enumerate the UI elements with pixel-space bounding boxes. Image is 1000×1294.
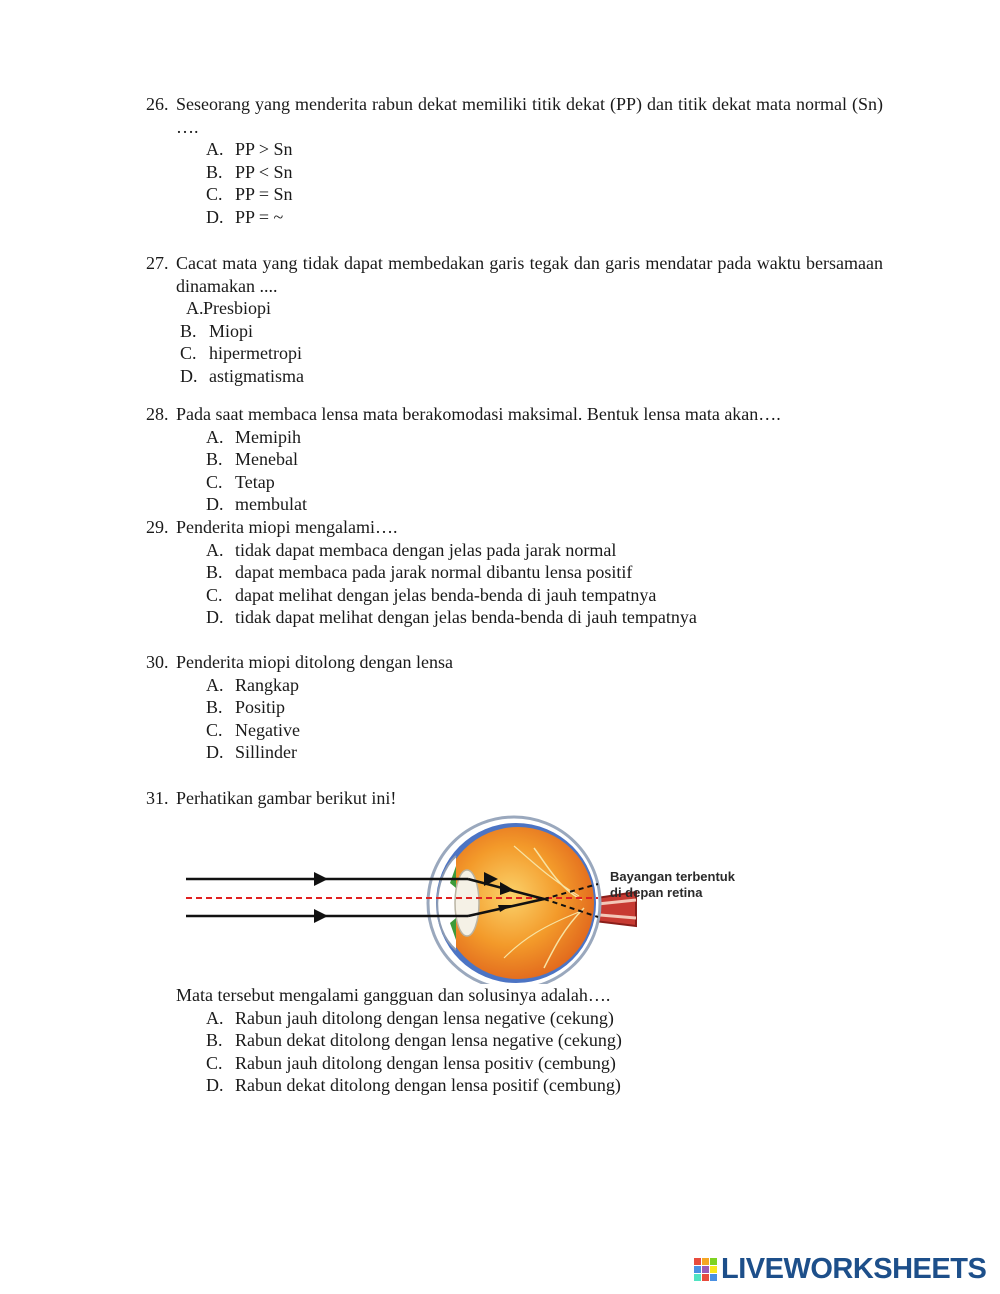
- question-28: [146, 403, 883, 516]
- option-letter: A.: [206, 426, 224, 447]
- option-b[interactable]: [180, 320, 883, 343]
- option-letter: D.: [206, 742, 224, 762]
- question-30: [146, 651, 883, 764]
- option-text: PP < Sn: [235, 161, 293, 182]
- question-text: Penderita miopi mengalami….: [176, 517, 398, 537]
- option-b[interactable]: [206, 448, 883, 471]
- option-letter: A.: [186, 298, 204, 318]
- option-a[interactable]: [206, 426, 883, 449]
- option-letter: B.: [180, 320, 197, 341]
- question-number: 26.: [146, 94, 169, 114]
- question-number: 31.: [146, 788, 169, 808]
- option-letter: C.: [206, 719, 223, 740]
- option-letter: A.: [206, 539, 224, 560]
- question-text: Seseorang yang menderita rabun dekat memiliki titik dekat (PP) dan titik dekat mata normal (Sn) ….: [176, 94, 883, 137]
- option-letter: C.: [206, 471, 223, 492]
- options-list: [206, 426, 883, 516]
- options-list: [206, 674, 883, 764]
- options-list: [180, 297, 883, 387]
- option-a[interactable]: [206, 1007, 876, 1030]
- option-letter: D.: [206, 494, 224, 514]
- option-letter: A.: [206, 674, 224, 695]
- logo-block: [702, 1266, 709, 1273]
- option-text: tidak dapat membaca dengan jelas pada jarak normal: [235, 539, 617, 560]
- option-c[interactable]: [206, 183, 883, 206]
- logo-block: [694, 1274, 701, 1281]
- option-a[interactable]: [206, 138, 883, 161]
- myopia-eye-diagram: [184, 808, 736, 984]
- logo-block: [710, 1266, 717, 1273]
- option-text: Rangkap: [235, 674, 299, 695]
- option-text: Tetap: [235, 471, 275, 492]
- option-letter: C.: [206, 584, 223, 605]
- logo-block: [694, 1258, 701, 1265]
- question-text: Pada saat membaca lensa mata berakomodasi maksimal. Bentuk lensa mata akan….: [176, 404, 781, 424]
- option-text: dapat melihat dengan jelas benda-benda di jauh tempatnya: [235, 584, 657, 605]
- option-letter: B.: [206, 161, 223, 182]
- question-text: Mata tersebut mengalami gangguan dan solusinya adalah….: [176, 985, 611, 1005]
- logo-block: [694, 1266, 701, 1273]
- logo-block: [702, 1274, 709, 1281]
- option-b[interactable]: [206, 696, 883, 719]
- option-letter: C.: [206, 184, 223, 204]
- option-letter: B.: [206, 1030, 223, 1050]
- option-a[interactable]: [180, 297, 883, 320]
- logo-blocks-icon: [694, 1258, 717, 1281]
- question-number: 30.: [146, 652, 169, 672]
- option-text: astigmatisma: [209, 365, 304, 386]
- question-number: 27.: [146, 253, 169, 273]
- option-b[interactable]: [206, 161, 883, 184]
- option-text: hipermetropi: [209, 343, 302, 363]
- option-d[interactable]: [180, 365, 883, 388]
- logo-block: [710, 1258, 717, 1265]
- option-text: tidak dapat melihat dengan jelas benda-benda di jauh tempatnya: [235, 607, 697, 627]
- question-text: Perhatikan gambar berikut ini!: [176, 788, 397, 808]
- question-text: Penderita miopi ditolong dengan lensa: [176, 652, 453, 672]
- option-text: membulat: [235, 494, 307, 514]
- option-text: PP = Sn: [235, 184, 293, 204]
- options-list: [206, 1007, 876, 1097]
- option-letter: D.: [206, 206, 224, 227]
- option-text: Positip: [235, 697, 286, 717]
- question-31-followup: [176, 984, 876, 1097]
- option-b[interactable]: [206, 561, 883, 584]
- option-text: PP > Sn: [235, 139, 293, 159]
- logo-block: [710, 1274, 717, 1281]
- question-text: Cacat mata yang tidak dapat membedakan garis tegak dan garis mendatar pada waktu bersamaan dinamakan ....: [176, 253, 883, 296]
- option-text: Rabun dekat ditolong dengan lensa positif (cembung): [235, 1075, 621, 1095]
- option-c[interactable]: [206, 719, 883, 742]
- option-text: Rabun jauh ditolong dengan lensa negative (cekung): [235, 1007, 614, 1028]
- logo-text: LIVEWORKSHEETS: [721, 1252, 987, 1285]
- option-letter: C.: [206, 1052, 223, 1073]
- option-c[interactable]: [206, 471, 883, 494]
- option-text: dapat membaca pada jarak normal dibantu lensa positif: [235, 562, 633, 582]
- options-list: [206, 539, 883, 629]
- option-letter: B.: [206, 697, 223, 717]
- option-d[interactable]: [206, 741, 883, 764]
- option-text: PP = ~: [235, 206, 284, 227]
- option-letter: B.: [206, 449, 223, 469]
- option-text: Sillinder: [235, 742, 297, 762]
- option-letter: A.: [206, 139, 224, 159]
- option-letter: B.: [206, 562, 223, 582]
- question-27: [146, 252, 883, 387]
- option-letter: C.: [180, 343, 197, 363]
- logo-block: [702, 1258, 709, 1265]
- option-a[interactable]: [206, 539, 883, 562]
- figure-caption-line-2: di depan retina: [610, 885, 703, 900]
- option-letter: D.: [206, 607, 224, 627]
- option-letter: D.: [180, 365, 198, 386]
- option-d[interactable]: [206, 493, 883, 516]
- figure-caption-line-1: Bayangan terbentuk: [610, 869, 735, 884]
- option-text: Rabun dekat ditolong dengan lensa negative (cekung): [235, 1030, 622, 1050]
- option-letter: D.: [206, 1075, 224, 1095]
- option-text: Menebal: [235, 449, 298, 469]
- option-text: Rabun jauh ditolong dengan lensa positiv (cembung): [235, 1052, 616, 1073]
- question-29: [146, 516, 883, 629]
- question-number: 28.: [146, 404, 169, 424]
- question-26: [146, 93, 883, 228]
- arrow-icon: [314, 909, 328, 923]
- option-text: Negative: [235, 719, 300, 740]
- option-c[interactable]: [206, 584, 883, 607]
- arrow-icon: [314, 872, 328, 886]
- option-text: Memipih: [235, 426, 301, 447]
- option-d[interactable]: [206, 606, 883, 629]
- option-a[interactable]: [206, 674, 883, 697]
- option-letter: A.: [206, 1007, 224, 1028]
- option-text: Miopi: [209, 320, 254, 341]
- question-31: [146, 787, 883, 810]
- option-c[interactable]: [180, 342, 883, 365]
- liveworksheets-logo: [694, 1254, 986, 1284]
- option-d[interactable]: [206, 206, 883, 229]
- option-b[interactable]: [206, 1029, 876, 1052]
- option-text: Presbiopi: [203, 298, 272, 318]
- options-list: [206, 138, 883, 228]
- option-d[interactable]: [206, 1074, 876, 1097]
- option-c[interactable]: [206, 1052, 876, 1075]
- question-number: 29.: [146, 517, 169, 537]
